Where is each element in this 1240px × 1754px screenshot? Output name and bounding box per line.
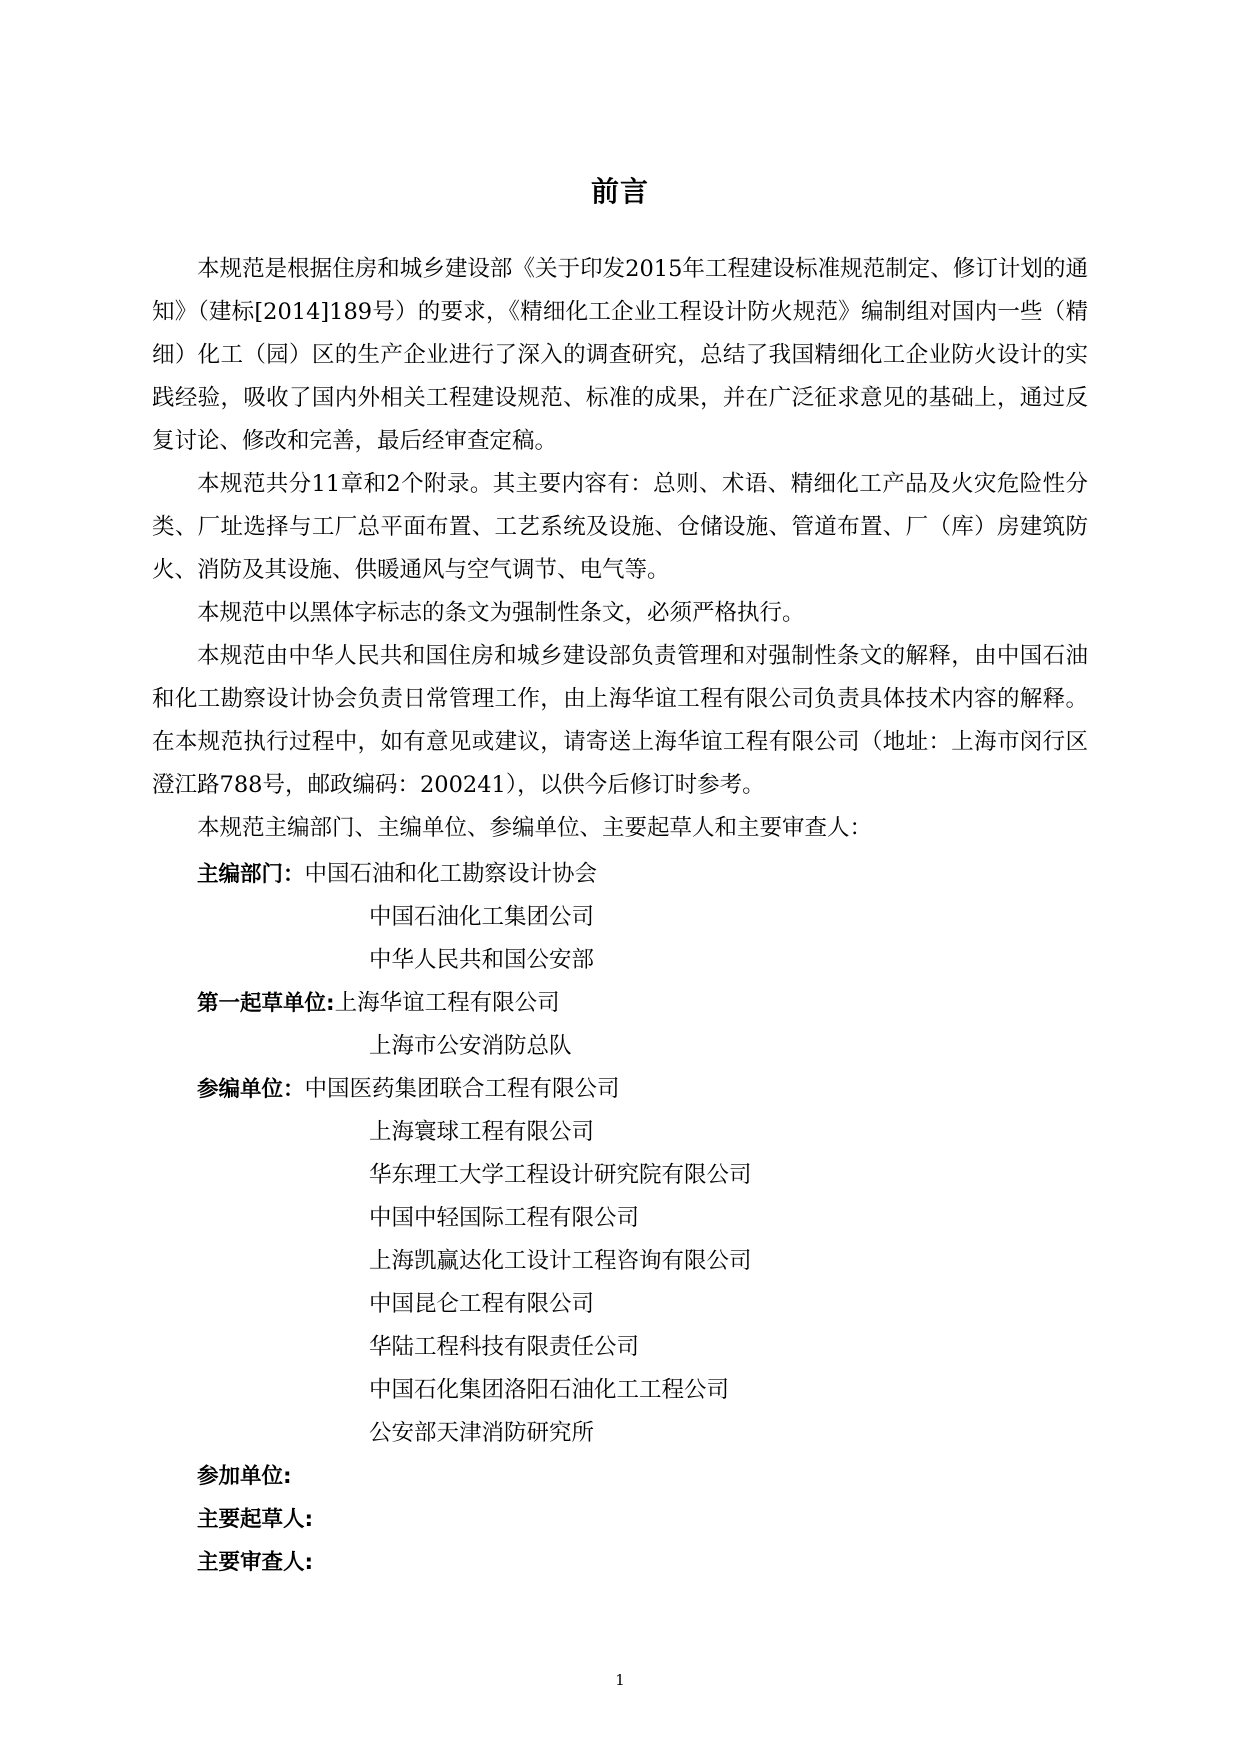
chief-department-row [197,896,1057,939]
main-drafters-row [197,1498,1057,1541]
organizations-list [197,853,1057,1584]
participating-editors-row [197,1197,1057,1240]
first-drafting-unit-entry: 上海华谊工程有限公司 [334,990,560,1016]
chief-department-label: 主编部门： [197,862,305,887]
participating-editors-entry: 中国昆仑工程有限公司 [369,1291,595,1317]
paragraph-3: 本规范中以黑体字标志的条文为强制性条文，必须严格执行。 [197,600,805,626]
participating-editors-label: 参编单位： [197,1077,305,1102]
paragraph-1: 本规范是根据住房和城乡建设部《关于印发2015年工程建设标准规范制定、修订计划的通知》（建标[2014]189号）的要求，《精细化工企业工程设计防火规范》编制组对国内一些（精细）化工（园）区的生产企业进行了深入的调查研究，总结了我国精细化工企业防火设计的实践经验，吸收了国内外相关工程建设规范、标准的成果，并在广泛征求意见的基础上，通过反复讨论、修改和完善，最后经审查定稿。 [152,256,1088,454]
participating-editors-entry: 公安部天津消防研究所 [369,1420,595,1446]
first-drafting-unit-label: 第一起草单位: [197,991,335,1016]
participating-editors-entry: 上海寰球工程有限公司 [369,1119,595,1145]
first-drafting-unit-row [197,1025,1057,1068]
page-number: 1 [615,1671,625,1689]
participating-units-label: 参加单位: [197,1464,292,1489]
paragraph-5: 本规范主编部门、主编单位、参编单位、主要起草人和主要审查人： [197,815,873,841]
participating-editors-entry: 中国医药集团联合工程有限公司 [304,1076,620,1102]
chief-department-entry: 中华人民共和国公安部 [369,947,595,973]
chief-department-row [197,853,1057,896]
participating-editors-entry: 中国石化集团洛阳石油化工工程公司 [369,1377,730,1403]
main-reviewers-row [197,1541,1057,1584]
chief-department-row [197,939,1057,982]
chief-department-entry: 中国石油化工集团公司 [369,904,595,930]
participating-editors-row [197,1111,1057,1154]
participating-editors-row [197,1240,1057,1283]
first-drafting-unit-row [197,982,1057,1025]
participating-editors-entry: 华陆工程科技有限责任公司 [369,1334,640,1360]
participating-editors-row [197,1369,1057,1412]
chief-department-entry: 中国石油和化工勘察设计协会 [304,861,598,887]
paragraph-2: 本规范共分11章和2个附录。其主要内容有：总则、术语、精细化工产品及火灾危险性分类、厂址选择与工厂总平面布置、工艺系统及设施、仓储设施、管道布置、厂（库）房建筑防火、消防及其设施、供暖通风与空气调节、电气等。 [152,471,1088,583]
participating-units-row [197,1455,1057,1498]
participating-editors-row [197,1154,1057,1197]
page-title: 前言 [590,175,649,208]
participating-editors-entry: 上海凯赢达化工设计工程咨询有限公司 [369,1248,752,1274]
participating-editors-row [197,1412,1057,1455]
paragraph-4: 本规范由中华人民共和国住房和城乡建设部负责管理和对强制性条文的解释，由中国石油和化工勘察设计协会负责日常管理工作，由上海华谊工程有限公司负责具体技术内容的解释。在本规范执行过程中，如有意见或建议，请寄送上海华谊工程有限公司（地址：上海市闵行区澄江路788号，邮政编码：200241），以供今后修订时参考。 [152,643,1088,798]
main-reviewers-label: 主要审查人: [197,1550,314,1575]
participating-editors-entry: 中国中轻国际工程有限公司 [369,1205,640,1231]
participating-editors-row [197,1068,1057,1111]
preface-body [152,248,1088,850]
participating-editors-row [197,1283,1057,1326]
participating-editors-row [197,1326,1057,1369]
main-drafters-label: 主要起草人: [197,1507,314,1532]
first-drafting-unit-entry: 上海市公安消防总队 [369,1033,572,1059]
participating-editors-entry: 华东理工大学工程设计研究院有限公司 [369,1162,752,1188]
